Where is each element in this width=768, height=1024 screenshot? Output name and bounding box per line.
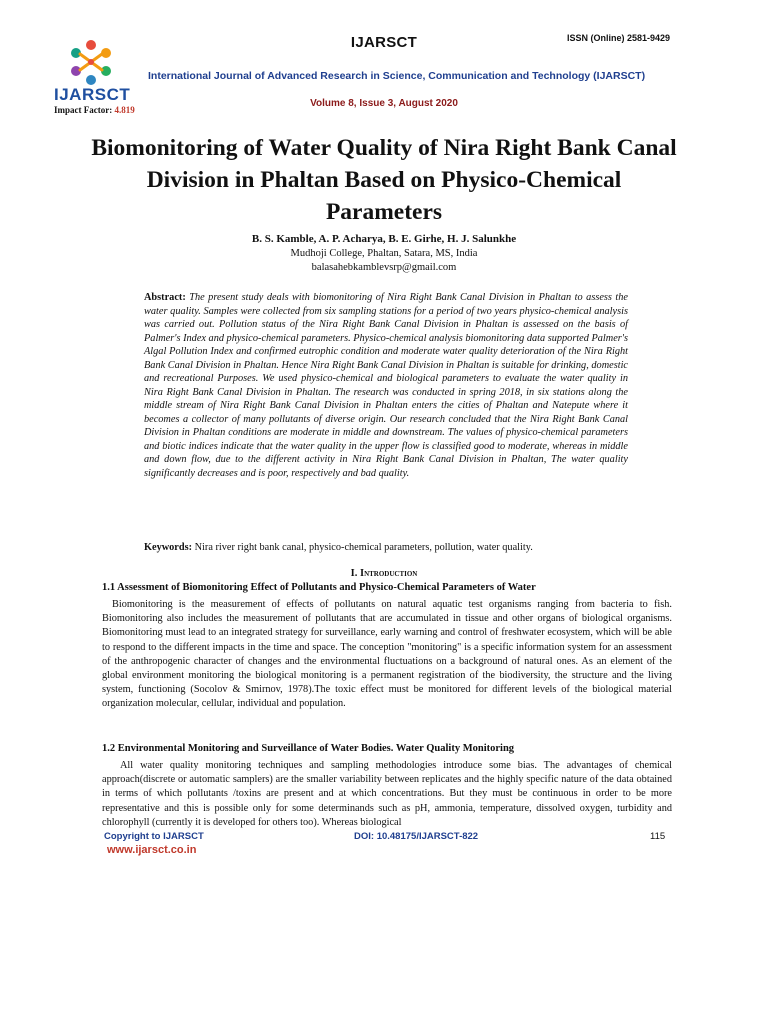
journal-abbreviation: IJARSCT — [350, 34, 418, 51]
impact-factor-value: 4.819 — [114, 105, 135, 115]
authors: B. S. Kamble, A. P. Acharya, B. E. Girhe, H. J. Salunkhe — [251, 233, 517, 245]
paper-title: Biomonitoring of Water Quality of Nira Right Bank Canal Division in Phaltan Based on Physico-Chemical Parameters — [91, 135, 677, 225]
footer-doi: DOI: 10.48175/IJARSCT-822 — [354, 831, 479, 842]
affiliation: Mudhoji College, Phaltan, Satara, MS, India — [290, 248, 478, 259]
volume-issue: Volume 8, Issue 3, August 2020 — [310, 98, 458, 109]
logo-text: IJARSCT — [54, 85, 131, 104]
subsection-heading-1-2: 1.2 Environmental Monitoring and Surveillance of Water Bodies. Water Quality Monitoring — [102, 743, 515, 754]
paragraph-1-2: All water quality monitoring techniques and sampling methodologies introduce some bias. The advantages of chemical approach(discrete or automatic samplers) are the smaller variability between replicates and the highly specific nature of the data obtained in terms of which pollutants /toxins are present and at which concentrations. But they must be continuous in order to be more representative and this is possible only for some determinands such as pH, ammonia, temperature, dissolved oxygen, turbidity and chlorophyll (currently it is developed for others too). Whereas biological — [102, 760, 672, 828]
keywords — [144, 541, 628, 555]
abstract-label: Abstract: — [144, 292, 186, 303]
section-heading-introduction: I. Introduction — [350, 568, 418, 579]
keywords-label: Keywords: — [144, 542, 193, 553]
journal-full-name: International Journal of Advanced Research in Science, Communication and Technology (IJARSCT) — [148, 70, 646, 82]
keywords-text: Nira river right bank canal, physico-chemical parameters, pollution, water quality. — [194, 542, 533, 553]
issn: ISSN (Online) 2581-9429 — [566, 33, 670, 43]
author-email: balasahebkamblevsrp@gmail.com — [311, 262, 457, 273]
footer-website-link[interactable]: www.ijarsct.co.in — [107, 844, 197, 856]
footer-copyright: Copyright to IJARSCT — [104, 831, 204, 842]
subsection-heading-1-1: 1.1 Assessment of Biomonitoring Effect of Pollutants and Physico-Chemical Parameters of Water — [102, 582, 536, 593]
paragraph-1-1: Biomonitoring is the measurement of effects of pollutants on natural aquatic test organisms ranging from bacteria to fish. Biomonitoring also includes the measurement of pollutants that are accumulated in tissue and other organs of biological organisms. Biomonitoring must lead to an integrated strategy for surveillance, early warning and control of freshwater ecosystem, which will be able to respond to the different impacts in the time and space. The conception "monitoring" is a specific information system for an assessment of the anthropogenic character of changes and the environmental fluctuations on a background of natural ones. As an element of the global environment monitoring the biological monitoring is a permanent registration of the biodiversity, the structure and the living system, functioning (Socolov & Smirnov, 1978).The toxic effect must be monitored for different levels of the biological material organization molecular, cellular, individual and population. — [102, 599, 672, 710]
abstract-text: The present study deals with biomonitoring of Nira Right Bank Canal Division in Phaltan to assess the water quality. Samples were collected from six sampling stations for a period of two years physico-chemical analysis was carried out. Pollution status of the Nira Right Bank Canal Division in Phaltan is assessed on the basis of Palmer's Index and physico-chemical parameters. Physico-chemical analysis biomonitoring data supported Palmer's Algal Pollution Index and confirmed eutrophic condition and moderate water quality deterioration of the Nira Right Bank Canal Division in Phaltan. Hence Nira Right Bank Canal Division in Phaltan is suitable for drinking, domestic and recreational Purposes. We used physico-chemical and biological parameters to evaluate the water quality in Nira Right Bank Canal Division in Phaltan. The research was conducted in spring 2018, in six stations along the middle stream of Nira Right Bank Canal Division in Phaltan enters the cities of Phaltan and Natepute where it becomes a collector of many pollutants of diverse origin. Our research concluded that the Nira Right Bank Canal Division in Phaltan conditions are moderate in middle and downstream. The values of physico-chemical parameters and biotic indices indicate that the water quality in the upper flow is classified good to moderate, whereas in middle and down flow, due to the different activity in Nira Right Bank Canal Division in Phaltan, The water quality significantly decreases and is poor, respectively and bad quality. — [144, 292, 628, 479]
impact-factor-label: Impact Factor: — [54, 105, 115, 115]
page-number: 115 — [650, 831, 666, 842]
abstract — [144, 291, 628, 480]
